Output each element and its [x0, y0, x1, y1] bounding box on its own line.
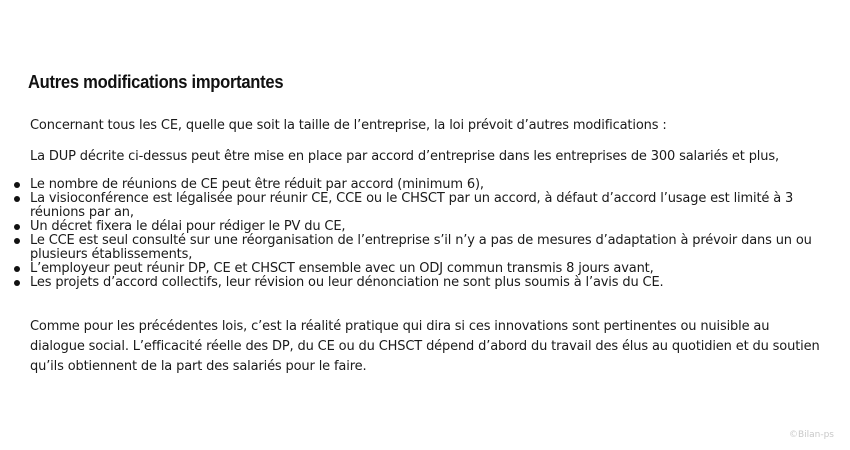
page-title: Autres modifications importantes	[28, 72, 284, 92]
list-item-text: Les projets d’accord collectifs, leur révision ou leur dénonciation ne sont plus soumis à l’avis du CE.	[30, 275, 664, 290]
list-item	[30, 276, 835, 290]
list-item-text: Le CCE est seul consulté sur une réorganisation de l’entreprise s’il n’y a pas de mesures d’adaptation à prévoir dans un ou plusieurs établissements,	[30, 233, 812, 262]
bullet-icon	[14, 182, 20, 188]
bullet-icon	[14, 196, 20, 202]
dup-paragraph: La DUP décrite ci-dessus peut être mise en place par accord d’entreprise dans les entreprises de 300 salariés et plus,	[30, 149, 779, 164]
watermark: ©Bilan-ps	[788, 430, 834, 440]
list-item-text: L’employeur peut réunir DP, CE et CHSCT ensemble avec un ODJ commun transmis 8 jours avant,	[30, 261, 654, 276]
bullet-icon	[14, 238, 20, 244]
bullet-icon	[14, 280, 20, 286]
list-item-text: Un décret fixera le délai pour rédiger le PV du CE,	[30, 219, 346, 234]
list-item	[30, 192, 835, 220]
intro-paragraph: Concernant tous les CE, quelle que soit la taille de l’entreprise, la loi prévoit d’autres modifications :	[30, 118, 667, 133]
list-item	[30, 234, 835, 262]
list-item	[30, 262, 835, 276]
list-item-text: La visioconférence est légalisée pour réunir CE, CCE ou le CHSCT par un accord, à défaut d’accord l’usage est limité à 3 réunions par an,	[30, 191, 794, 220]
list-item-text: Le nombre de réunions de CE peut être réduit par accord (minimum 6),	[30, 177, 484, 192]
modifications-list	[30, 178, 835, 290]
bullet-icon	[14, 224, 20, 230]
list-item	[30, 220, 835, 234]
closing-paragraph: Comme pour les précédentes lois, c’est la réalité pratique qui dira si ces innovations sont pertinentes ou nuisible au dialogue social. L’efficacité réelle des DP, du CE ou du CHSCT dépend d’abord du travail des élus au quotidien et du soutien qu’ils obtiennent de la part des salariés pour le faire.	[30, 319, 820, 374]
bullet-icon	[14, 266, 20, 272]
list-item	[30, 178, 835, 192]
